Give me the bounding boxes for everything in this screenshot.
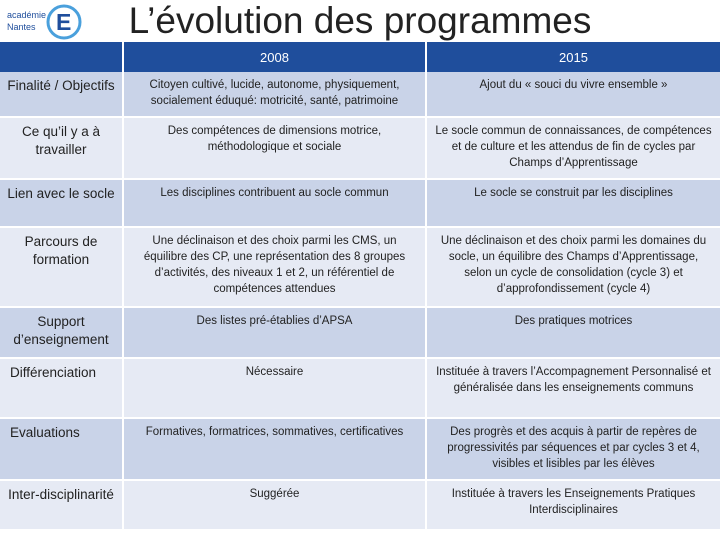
table-row: [0, 179, 720, 227]
row-label: Support d’enseignement: [0, 307, 123, 358]
row-label: Lien avec le socle: [0, 179, 123, 227]
cell-2015: Instituée à travers l’Accompagnement Personnalisé et généralisée dans les enseignements communs: [426, 358, 720, 418]
row-label: Evaluations: [0, 418, 123, 480]
cell-2008: Les disciplines contribuent au socle commun: [123, 179, 426, 227]
header-row: [0, 42, 720, 72]
table-row: [0, 358, 720, 418]
logo-emblem: E: [56, 9, 72, 35]
table-row: [0, 480, 720, 530]
slide-title: L’évolution des programmes: [128, 0, 592, 41]
cell-2015: Des pratiques motrices: [426, 307, 720, 358]
table-row: [0, 117, 720, 179]
cell-2015: Le socle commun de connaissances, de compétences et de culture et les attendus de fin de cycles par Champs d’Apprentissage: [426, 117, 720, 179]
row-label: Ce qu’il y a à travailler: [0, 117, 123, 179]
table-row: [0, 307, 720, 358]
table-row: [0, 418, 720, 480]
logo-line2: Nantes: [7, 22, 36, 32]
cell-2015: Instituée à travers les Enseignements Pratiques Interdisciplinaires: [426, 480, 720, 530]
table-row: [0, 227, 720, 307]
header-empty: [0, 42, 123, 72]
row-label: Parcours de formation: [0, 227, 123, 307]
cell-2015: Une déclinaison et des choix parmi les domaines du socle, un équilibre des Champs d’Apprentissage, selon un cycle de consolidation (cycle 3) et d’approfondissement (cycle 4): [426, 227, 720, 307]
cell-2015: Des progrès et des acquis à partir de repères de progressivités par séquences et par cycles 3 et 4, visibles et lisibles par les élèves: [426, 418, 720, 480]
row-label: Finalité / Objectifs: [0, 72, 123, 117]
row-label: Inter-disciplinarité: [0, 480, 123, 530]
cell-2008: Nécessaire: [123, 358, 426, 418]
cell-2015: Ajout du « souci du vivre ensemble »: [426, 72, 720, 117]
cell-2008: Citoyen cultivé, lucide, autonome, physiquement, socialement éduqué: motricité, santé, patrimoine: [123, 72, 426, 117]
cell-2008: Des compétences de dimensions motrice, méthodologique et sociale: [123, 117, 426, 179]
cell-2008: Suggérée: [123, 480, 426, 530]
table-row: [0, 72, 720, 117]
row-label: Différenciation: [0, 358, 123, 418]
cell-2008: Formatives, formatrices, sommatives, certificatives: [123, 418, 426, 480]
logo-line1: académie: [7, 10, 47, 20]
cell-2008: Une déclinaison et des choix parmi les CMS, un équilibre des CP, une représentation des 8 groupes d’activités, des niveaux 1 et 2, un référentiel de compétences attendues: [123, 227, 426, 307]
cell-2008: Des listes pré-établies d’APSA: [123, 307, 426, 358]
programmes-table: [0, 42, 720, 531]
cell-2015: Le socle se construit par les disciplines: [426, 179, 720, 227]
header-2008: 2008: [123, 42, 426, 72]
header-2015: 2015: [426, 42, 720, 72]
